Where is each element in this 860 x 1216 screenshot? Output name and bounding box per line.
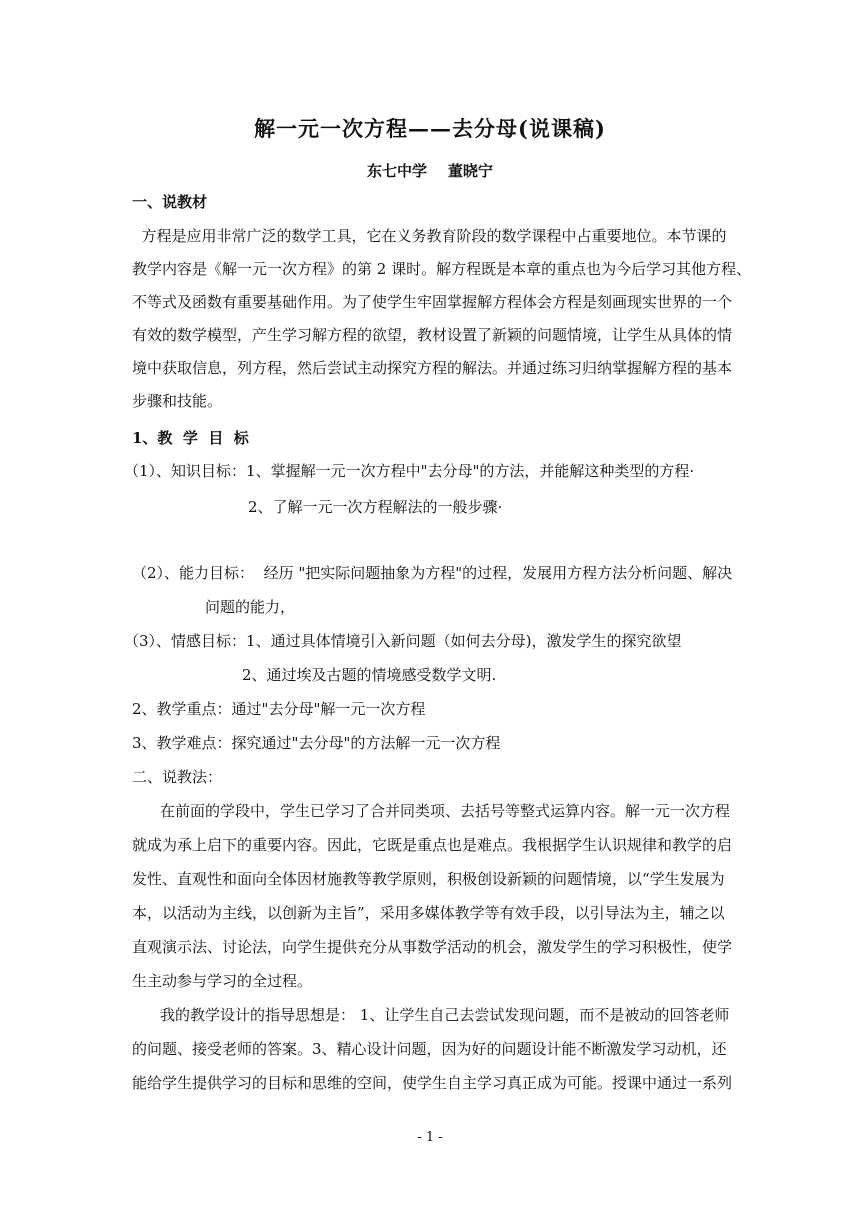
objective-line: 2、了解一元一次方程解法的一般步骤· — [248, 498, 503, 516]
paragraph-line: 教学内容是《解一元一次方程》的第 2 课时。解方程既是本章的重点也为今后学习其他方程、 — [132, 260, 752, 278]
objective-line: （2）、能力目标： 经历 "把实际问题抽象为方程"的过程，发展用方程方法分析问题、解决 — [132, 564, 733, 582]
objective-line: （1）、知识目标：1、掌握解一元一次方程中"去分母"的方法，并能解这种类型的方程· — [124, 462, 695, 480]
objective-line: 问题的能力， — [205, 598, 296, 616]
paragraph-line: 能给学生提供学习的目标和思维的空间，使学生自主学习真正成为可能。授课中通过一系列 — [132, 1074, 733, 1092]
objective-line: 2、通过埃及古题的情境感受数学文明. — [242, 666, 497, 684]
key-point-line: 2、教学重点：通过"去分母"解一元一次方程 — [132, 700, 426, 718]
paragraph-line: 方程是应用非常广泛的数学工具，它在义务教育阶段的数学课程中占重要地位。本节课的 — [132, 227, 727, 245]
document-author: 东七中学 董晓宁 — [367, 162, 493, 180]
document-title: 解一元一次方程——去分母(说课稿) — [254, 116, 606, 141]
paragraph-line: 就成为承上启下的重要内容。因此，它既是重点也是难点。我根据学生认识规律和教学的启 — [132, 836, 733, 854]
objective-line: （3）、情感目标：1、通过具体情境引入新问题（如何去分母)，激发学生的探究欲望 — [124, 632, 682, 650]
section-heading: 二、说教法： — [132, 768, 223, 786]
paragraph-line: 的问题、接受老师的答案。3、精心设计问题，因为好的问题设计能不断激发学习动机，还 — [132, 1040, 727, 1058]
difficulty-line: 3、教学难点：探究通过"去分母"的方法解一元一次方程 — [132, 734, 501, 752]
paragraph-line: 步骤和技能。 — [132, 392, 223, 410]
paragraph-line: 我的教学设计的指导思想是： 1、让学生自己去尝试发现问题，而不是被动的回答老师 — [160, 1006, 730, 1024]
paragraph-line: 生主动参与学习的全过程。 — [132, 972, 313, 990]
paragraph-line: 有效的数学模型，产生学习解方程的欲望，教材设置了新颖的问题情境，让学生从具体的情 — [132, 326, 733, 344]
paragraph-line: 不等式及函数有重要基础作用。为了使学生牢固掌握解方程体会方程是刻画现实世界的一个 — [132, 293, 733, 311]
paragraph-line: 直观演示法、讨论法，向学生提供充分从事数学活动的机会，激发学生的学习积极性，使学 — [132, 938, 733, 956]
section-heading: 一、说教材 — [132, 193, 208, 211]
paragraph-line: 境中获取信息，列方程，然后尝试主动探究方程的解法。并通过练习归纳掌握解方程的基本 — [132, 359, 733, 377]
section-heading: 1、教 学 目 标 — [132, 429, 249, 447]
paragraph-line: 本，以活动为主线，以创新为主旨”，采用多媒体教学等有效手段，以引导法为主，辅之以 — [132, 904, 725, 922]
paragraph-line: 在前面的学段中，学生已学习了合并同类项、去括号等整式运算内容。解一元一次方程 — [160, 802, 731, 820]
paragraph-line: 发性、直观性和面向全体因材施教等教学原则，积极创设新颖的问题情境，以“学生发展为 — [132, 870, 725, 888]
page-number: - 1 - — [417, 1130, 443, 1145]
